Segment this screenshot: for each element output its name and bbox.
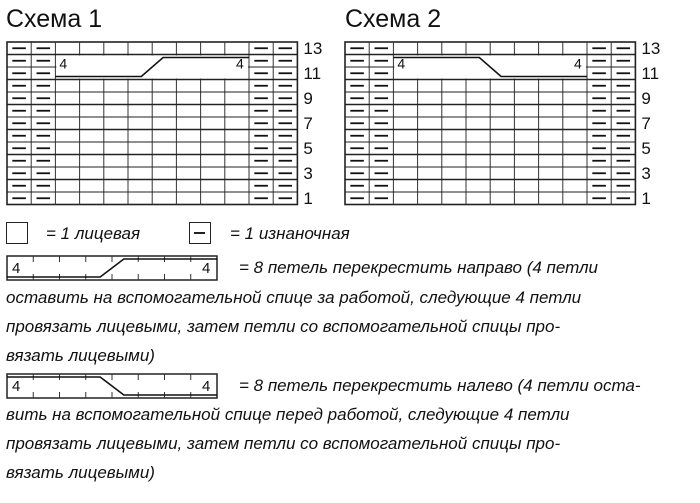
cable-count-right: 4 <box>236 55 244 72</box>
cable-left-line-2: вить на вспомогательной спице перед работой, следующие 4 петли <box>6 405 570 424</box>
row-number-label: 1 <box>641 189 651 209</box>
row-number-label: 9 <box>303 89 313 109</box>
row-number-label: 3 <box>641 164 651 184</box>
purl-legend-text: = 1 изнаночная <box>230 224 350 243</box>
row-number-label: 5 <box>303 139 313 159</box>
purl-minus-icon <box>194 232 205 234</box>
cable-count-left: 4 <box>12 378 21 395</box>
cable-right-line-2: оставить на вспомогательной спице за работой, следующие 4 петли <box>6 288 582 307</box>
row-number-label: 11 <box>641 64 660 84</box>
row-number-label: 1 <box>303 189 313 209</box>
scheme-1-title: Схема 1 <box>6 5 103 33</box>
purl-symbol <box>189 222 211 244</box>
knit-legend-text: = 1 лицевая <box>46 224 141 243</box>
cable-count-left: 4 <box>59 55 68 72</box>
row-number-label: 3 <box>303 164 313 184</box>
row-number-label: 7 <box>641 114 651 134</box>
cable-count-left: 4 <box>12 260 21 277</box>
scheme-1-chart <box>0 0 340 215</box>
cable-count-left: 4 <box>397 55 406 72</box>
cable-right-symbol <box>6 255 220 281</box>
cable-right-line-3: провязать лицевыми, затем петли со вспомогательной спицы про- <box>6 317 561 336</box>
knit-symbol <box>6 222 28 244</box>
cable-left-symbol <box>6 373 220 399</box>
scheme-2-chart <box>338 0 678 215</box>
scheme-2-title: Схема 2 <box>345 5 442 33</box>
cable-right-line-4: вязать лицевыми) <box>6 346 155 365</box>
row-number-label: 5 <box>641 139 651 159</box>
cable-count-right: 4 <box>202 378 211 395</box>
row-number-label: 11 <box>303 64 322 84</box>
row-number-label: 7 <box>303 114 313 134</box>
cable-count-right: 4 <box>574 55 582 72</box>
cable-right-line-1: = 8 петель перекрестить направо (4 петли <box>239 258 599 277</box>
cable-left-line-1: = 8 петель перекрестить налево (4 петли оста- <box>239 376 641 395</box>
cable-left-line-4: вязать лицевыми) <box>6 463 155 482</box>
row-number-label: 9 <box>641 89 651 109</box>
row-number-label: 13 <box>303 39 323 59</box>
cable-count-right: 4 <box>202 260 211 277</box>
row-number-label: 13 <box>641 39 661 59</box>
cable-left-line-3: провязать лицевыми, затем петли со вспомогательной спицы про- <box>6 434 561 453</box>
